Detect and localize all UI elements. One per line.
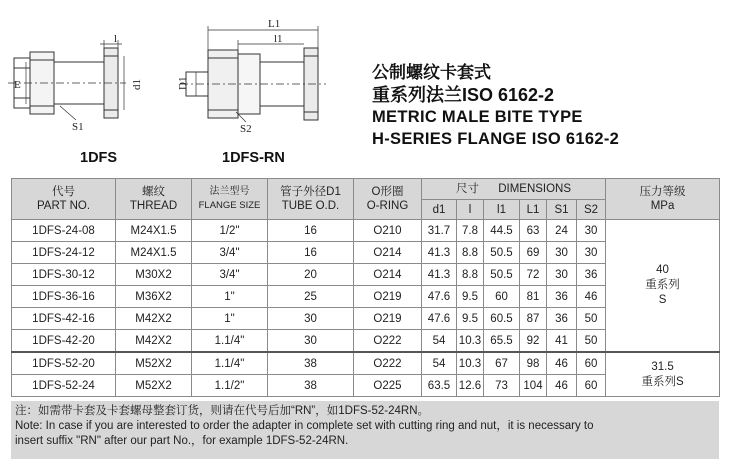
- table-row: [12, 352, 720, 375]
- cell-part-no: 1DFS-52-24: [12, 375, 116, 397]
- cell-l: 10.3: [457, 352, 484, 375]
- cell-s1: 30: [547, 264, 577, 286]
- cell-tube: 38: [268, 375, 354, 397]
- cell-part-no: 1DFS-30-12: [12, 264, 116, 286]
- cell-thread: M42X2: [116, 308, 192, 330]
- dim-s1-label: S1: [72, 121, 84, 133]
- cell-d1: 47.6: [422, 308, 457, 330]
- header-dimensions: [422, 179, 606, 200]
- dim-L1-label: L1: [268, 18, 281, 30]
- pressure-letter: S: [658, 294, 667, 306]
- cell-part-no: 1DFS-24-08: [12, 220, 116, 242]
- cell-part-no: 1DFS-42-16: [12, 308, 116, 330]
- cell-L1: 92: [520, 330, 547, 353]
- cell-d1: 54: [422, 330, 457, 353]
- cell-flange: 3/4": [192, 264, 268, 286]
- header-tube-cn: 管子外径D1: [280, 186, 341, 198]
- cell-s1: 46: [547, 352, 577, 375]
- header-flange-en: FLANGE SIZE: [198, 200, 261, 211]
- cell-l1: 60: [484, 286, 520, 308]
- cell-L1: 104: [520, 375, 547, 397]
- cell-l1: 65.5: [484, 330, 520, 353]
- cell-d1: 41.3: [422, 264, 457, 286]
- cell-oring: O214: [354, 264, 422, 286]
- notes-block: [11, 401, 719, 459]
- cell-oring: O219: [354, 286, 422, 308]
- cell-part-no: 1DFS-52-20: [12, 352, 116, 375]
- cell-l: 7.8: [457, 220, 484, 242]
- cell-d1: 47.6: [422, 286, 457, 308]
- cell-thread: M42X2: [116, 330, 192, 353]
- header-thread-en: THREAD: [129, 200, 178, 212]
- cell-d1: 54: [422, 352, 457, 375]
- title-block: [372, 62, 722, 150]
- cell-s2: 50: [577, 330, 606, 353]
- title-cn-line2: 重系列法兰ISO 6162-2: [372, 85, 555, 105]
- spec-table: [11, 178, 720, 397]
- cell-flange: 1.1/4": [192, 352, 268, 375]
- header-part-no-cn: 代号: [52, 186, 75, 198]
- cell-s2: 36: [577, 264, 606, 286]
- cell-tube: 20: [268, 264, 354, 286]
- note-cn: 注：如需带卡套及卡套螺母整套订货，则请在代号后加“RN”，如1DFS-52-24RN。: [15, 405, 430, 417]
- cell-thread: M30X2: [116, 264, 192, 286]
- cell-d1: 63.5: [422, 375, 457, 397]
- note-en-line2: insert suffix "RN" after our part No.，for example 1DFS-52-24RN.: [15, 435, 349, 447]
- note-en-line1: Note: In case if you are interested to order the adapter in complete set with cutting ring and nut，it is necessary to: [15, 420, 594, 432]
- cell-L1: 72: [520, 264, 547, 286]
- header-oring-cn: O形圈: [371, 186, 404, 198]
- header-dim-s2: S2: [577, 200, 606, 220]
- cell-flange: 1.1/2": [192, 375, 268, 397]
- cell-oring: O222: [354, 330, 422, 353]
- cell-s2: 46: [577, 286, 606, 308]
- cell-flange: 1.1/4": [192, 330, 268, 353]
- cell-s2: 30: [577, 242, 606, 264]
- cell-flange: 3/4": [192, 242, 268, 264]
- dim-D1-label: D1: [177, 76, 189, 90]
- title-cn-line1: 公制螺纹卡套式: [372, 63, 491, 82]
- cell-oring: O219: [354, 308, 422, 330]
- header-pressure-cn: 压力等级: [639, 186, 686, 198]
- cell-tube: 30: [268, 308, 354, 330]
- header-flange-cn: 法兰型号: [209, 186, 250, 197]
- cell-s1: 36: [547, 286, 577, 308]
- dim-d1-label: d1: [131, 79, 143, 90]
- cell-L1: 69: [520, 242, 547, 264]
- cell-part-no: 1DFS-36-16: [12, 286, 116, 308]
- cell-s2: 60: [577, 375, 606, 397]
- cell-l1: 50.5: [484, 242, 520, 264]
- dim-e-label: E: [14, 79, 21, 91]
- technical-drawings: [0, 0, 370, 175]
- cell-part-no: 1DFS-42-20: [12, 330, 116, 353]
- cell-s1: 41: [547, 330, 577, 353]
- cell-pressure-group-2: [606, 352, 720, 397]
- header-pressure: [606, 179, 720, 220]
- header-dim-s1: S1: [547, 200, 577, 220]
- drawing-1dfs: [8, 40, 126, 120]
- cell-oring: O210: [354, 220, 422, 242]
- cell-l: 10.3: [457, 330, 484, 353]
- cell-thread: M52X2: [116, 375, 192, 397]
- cell-s2: 50: [577, 308, 606, 330]
- cell-s1: 36: [547, 308, 577, 330]
- cell-l1: 44.5: [484, 220, 520, 242]
- cell-s2: 30: [577, 220, 606, 242]
- cell-oring: O222: [354, 352, 422, 375]
- cell-d1: 31.7: [422, 220, 457, 242]
- cell-l: 9.5: [457, 308, 484, 330]
- cell-L1: 98: [520, 352, 547, 375]
- cell-l1: 60.5: [484, 308, 520, 330]
- title-en-line1: METRIC MALE BITE TYPE: [372, 108, 583, 126]
- header-flange: [192, 179, 268, 220]
- header-oring-en: O-RING: [366, 200, 409, 212]
- fitting-drawings-svg: [0, 0, 370, 175]
- header-tube: [268, 179, 354, 220]
- cell-thread: M36X2: [116, 286, 192, 308]
- cell-s2: 60: [577, 352, 606, 375]
- header-dim-d1: d1: [422, 200, 457, 220]
- cell-s1: 30: [547, 242, 577, 264]
- cell-l: 8.8: [457, 242, 484, 264]
- cell-l: 12.6: [457, 375, 484, 397]
- header-dim-l: l: [457, 200, 484, 220]
- header-dimensions-en: DIMENSIONS: [498, 183, 572, 195]
- title-en-line2: H-SERIES FLANGE ISO 6162-2: [372, 130, 620, 148]
- cell-flange: 1": [192, 308, 268, 330]
- cell-l1: 67: [484, 352, 520, 375]
- table-row: [12, 220, 720, 242]
- cell-l1: 50.5: [484, 264, 520, 286]
- header-thread: [116, 179, 192, 220]
- cell-thread: M52X2: [116, 352, 192, 375]
- header-part-no-en: PART NO.: [36, 200, 91, 212]
- cell-flange: 1": [192, 286, 268, 308]
- cell-pressure-group-1: [606, 220, 720, 353]
- cell-thread: M24X1.5: [116, 242, 192, 264]
- cell-L1: 81: [520, 286, 547, 308]
- header-dimensions-cn: 尺寸: [456, 183, 480, 195]
- cell-d1: 41.3: [422, 242, 457, 264]
- cell-oring: O225: [354, 375, 422, 397]
- pressure-value: 40: [656, 264, 669, 276]
- pressure-value: 31.5: [651, 360, 674, 373]
- header-dim-l1: l1: [484, 200, 520, 220]
- header-thread-cn: 螺纹: [142, 186, 165, 198]
- cell-thread: M24X1.5: [116, 220, 192, 242]
- pressure-series: 重系列: [645, 279, 680, 291]
- cell-l1: 73: [484, 375, 520, 397]
- drawing-1dfs-rn: [180, 26, 326, 122]
- dim-l-label: l: [114, 33, 118, 45]
- header-tube-en: TUBE O.D.: [281, 200, 340, 212]
- cell-tube: 30: [268, 330, 354, 353]
- cell-s1: 24: [547, 220, 577, 242]
- model-label-1dfs-rn: 1DFS-RN: [222, 150, 285, 166]
- cell-part-no: 1DFS-24-12: [12, 242, 116, 264]
- cell-tube: 16: [268, 220, 354, 242]
- cell-L1: 63: [520, 220, 547, 242]
- model-label-1dfs: 1DFS: [80, 150, 118, 166]
- header-oring: [354, 179, 422, 220]
- cell-tube: 25: [268, 286, 354, 308]
- pressure-series: 重系列S: [641, 375, 684, 388]
- cell-s1: 46: [547, 375, 577, 397]
- cell-tube: 16: [268, 242, 354, 264]
- cell-l: 9.5: [457, 286, 484, 308]
- header-pressure-en: MPa: [650, 200, 675, 212]
- cell-tube: 38: [268, 352, 354, 375]
- cell-L1: 87: [520, 308, 547, 330]
- dim-l1-label: l1: [274, 33, 283, 45]
- header-part-no: [12, 179, 116, 220]
- header-dim-L1: L1: [520, 200, 547, 220]
- cell-l: 8.8: [457, 264, 484, 286]
- cell-oring: O214: [354, 242, 422, 264]
- cell-flange: 1/2": [192, 220, 268, 242]
- dim-s2-label: S2: [240, 123, 252, 135]
